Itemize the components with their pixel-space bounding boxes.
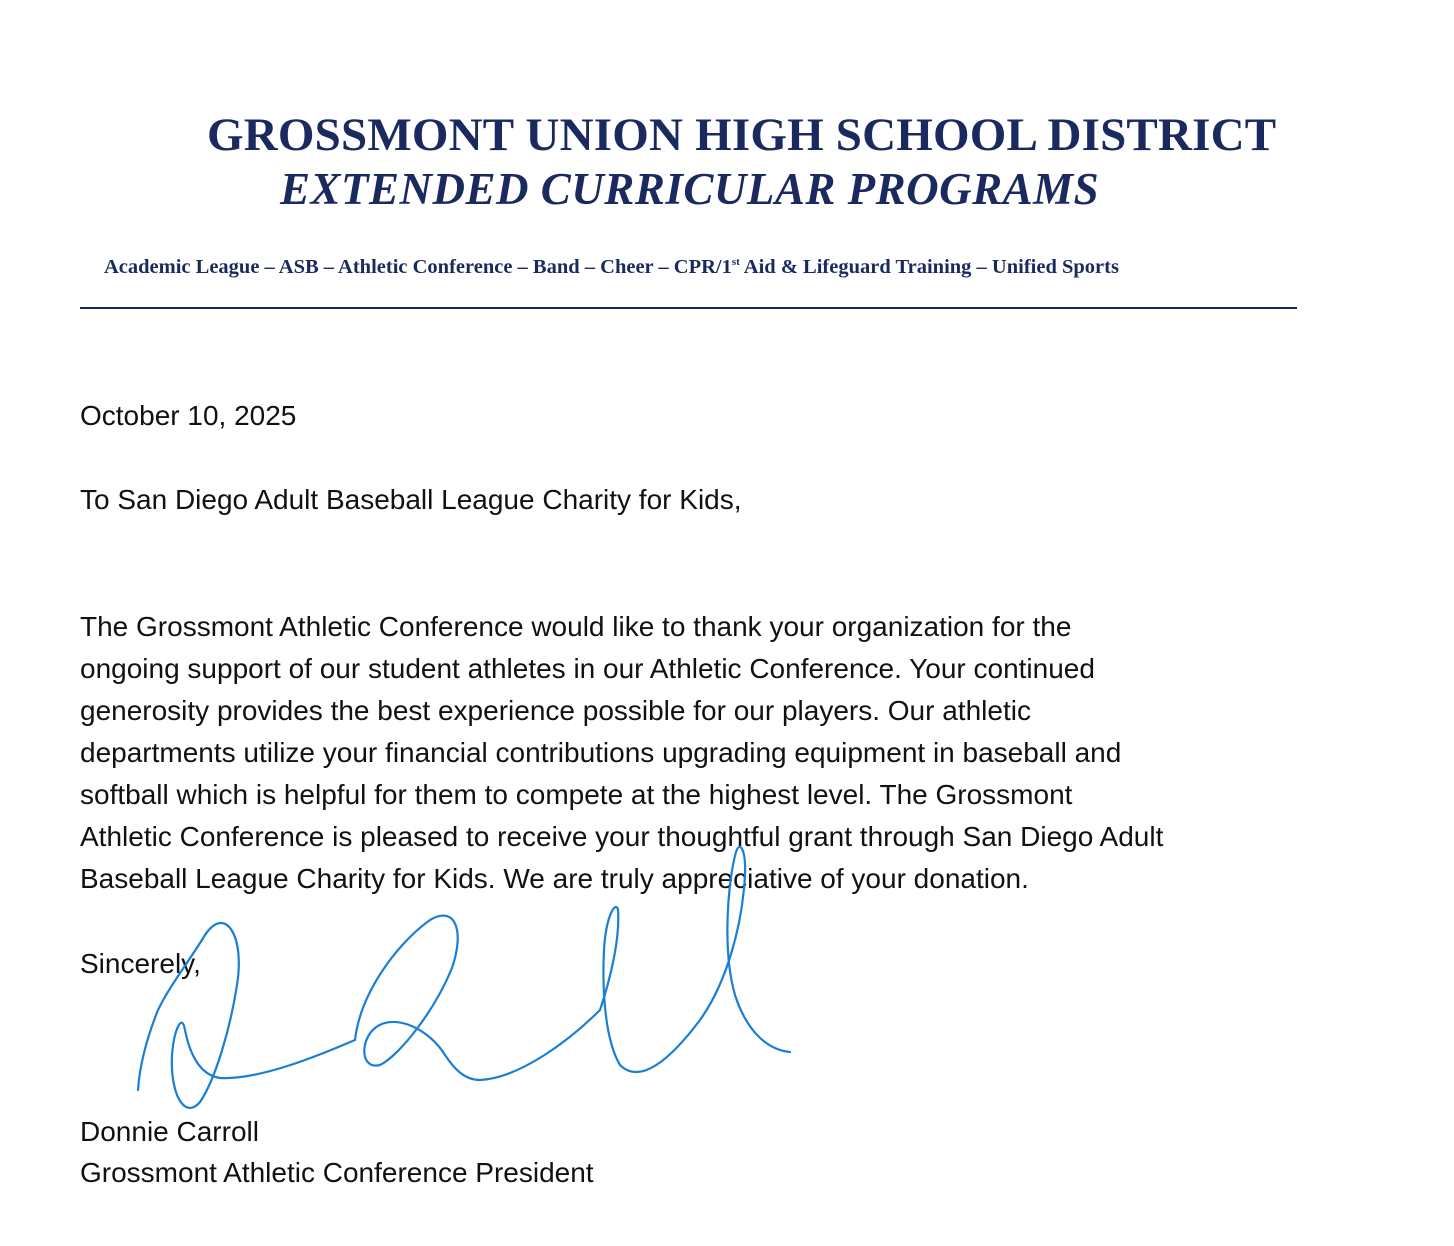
district-name: GROSSMONT UNION HIGH SCHOOL DISTRICT [207, 109, 1277, 161]
letter-date: October 10, 2025 [80, 400, 297, 431]
program-list [104, 252, 1119, 282]
body-line: ongoing support of our student athletes in our Athletic Conference. Your continued [80, 653, 1095, 684]
program-list-superscript: st [731, 256, 740, 269]
body-line: generosity provides the best experience possible for our players. Our athletic [80, 695, 1031, 726]
body-line: Athletic Conference is pleased to receive your thoughtful grant through San Diego Adult [80, 821, 1164, 852]
body-line: Baseball League Charity for Kids. We are truly appreciative of your donation. [80, 863, 1029, 894]
body-line: softball which is helpful for them to compete at the highest level. The Grossmont [80, 779, 1073, 810]
salutation: To San Diego Adult Baseball League Charity for Kids, [80, 484, 742, 515]
signer-name: Donnie Carroll [80, 1116, 259, 1147]
department-name: EXTENDED CURRICULAR PROGRAMS [280, 164, 1100, 214]
signer-title: Grossmont Athletic Conference President [80, 1157, 594, 1188]
body-line: The Grossmont Athletic Conference would like to thank your organization for the [80, 611, 1072, 642]
letterhead-divider [80, 307, 1297, 309]
program-list-part-1: Academic League – ASB – Athletic Conference – Band – Cheer – CPR/1 [104, 256, 732, 278]
closing: Sincerely, [80, 948, 201, 979]
body-paragraph [80, 606, 1350, 900]
body-line: departments utilize your financial contributions upgrading equipment in baseball and [80, 737, 1122, 768]
program-list-part-2: Aid & Lifeguard Training – Unified Sports [739, 256, 1119, 278]
